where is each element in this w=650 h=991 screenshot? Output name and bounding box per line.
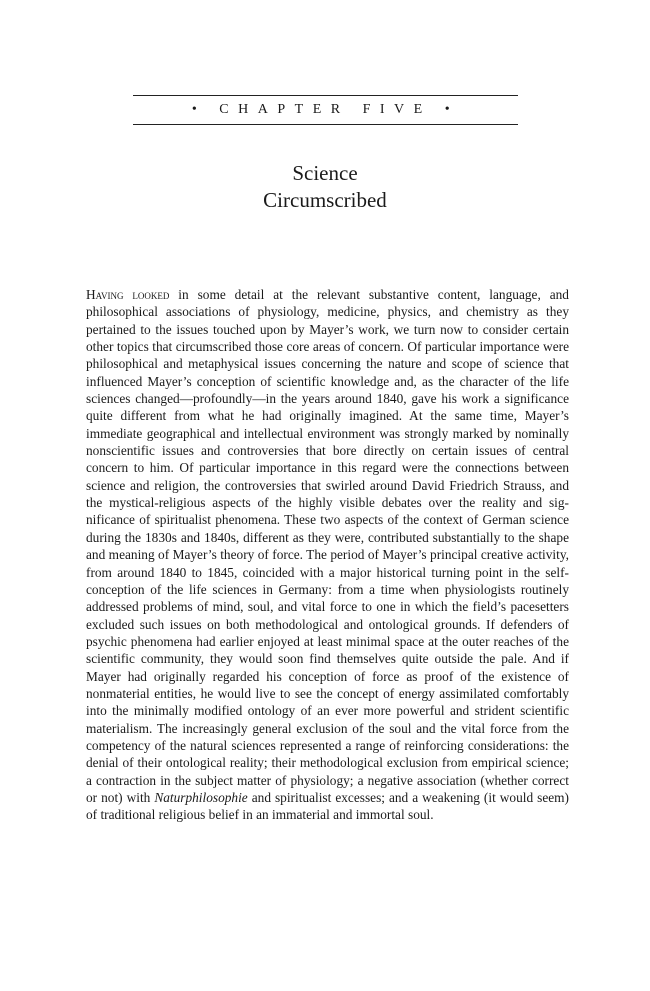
paragraph <box>86 286 569 824</box>
chapter-title-line-1: Science <box>292 161 358 185</box>
top-rule <box>133 95 518 96</box>
body-text <box>86 286 569 824</box>
italic-term: Naturphilosophie <box>154 789 248 805</box>
chapter-label: • CHAPTER FIVE • <box>191 102 460 117</box>
bottom-rule <box>133 124 518 125</box>
paragraph-segment-1: in some detail at the relevant substantive content, language, and philosophical associations of physiology, medicine, physics, and chemistry as they pertained to the issues touched upon by Mayer’s work, we turn now to consider certain other topics that circumscribed those core areas of concern. Of particular importance were philosophical and metaphysical issues concerning the nature and scope of science that influenced Mayer’s conception of scientific knowledge and, as the character of the life sciences changed—profoundly—in the years around 1840, gave his work a significance quite different from what he had originally imagined. At the same time, Mayer’s immediate geographical and intellectual environment was strongly marked by nominally nonscientific issues and controversies that bore directly on certain issues of central concern to him. Of particular importance in this regard were the connections between science and religion, the controversies that swirled around David Friedrich Strauss, and the mystical-religious aspects of the highly visible debates over the reality and significance of spiritualist phenomena. These two aspects of the context of German science during the 1830s and 1840s, different as they were, contributed substantially to the shape and meaning of Mayer’s theory of force. The period of Mayer’s principal creative activity, from around 1840 to 1845, coincided with a major historical turning point in the self-conception of the life sciences in Germany: from a time when physiologists routinely addressed problems of mind, soul, and vital force to one in which the field’s pacesetters excluded such issues on both methodological and ontological grounds. If defenders of psychic phenomena had earlier enjoyed at least minimal space at the outer reaches of the scientific community, they would soon find themselves quite outside the pale. And if Mayer had originally regarded his conception of force as proof of the existence of nonmaterial entities, he would live to see the concept of energy assimilated comfortably into the minimally modified ontology of an ever more powerful and strident scientific materialism. The increasingly general exclusion of the soul and the vital force from the competency of the natural sciences represented a range of reinforcing considerations: the denial of their ontological reality; their methodological exclusion from empirical science; a contraction in the subject matter of physiology; a negative association (whether correct or not) with <box>86 287 569 805</box>
chapter-heading <box>133 95 518 125</box>
paragraph-segment-2: and spiritualist excesses; and a weakening (it would seem) of traditional religious belief in an immaterial and immortal soul. <box>86 789 569 823</box>
chapter-title-line-2: Circumscribed <box>263 188 387 212</box>
lead-in-small-caps: Having looked <box>86 287 170 302</box>
